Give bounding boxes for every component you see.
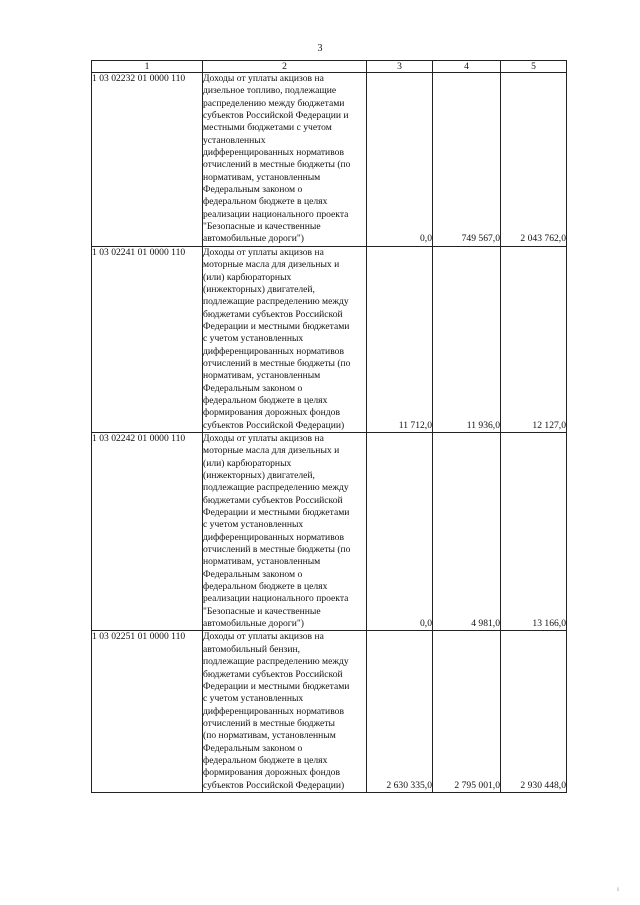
amount-col5-cell: 2 043 762,0 [501, 73, 567, 247]
description-line: распределению между бюджетами [203, 97, 345, 109]
description-line: отчислений в местные бюджеты (по [203, 159, 351, 171]
revenue-description-cell [203, 432, 367, 631]
description-line: Федеральным законом о [203, 568, 303, 580]
description-line: нормативам, установленным [203, 556, 321, 568]
description-line: подлежащие распределению между [203, 656, 349, 668]
description-line: формирования дорожных фондов [203, 767, 340, 779]
amount-col3-cell: 0,0 [367, 73, 433, 247]
description-line: нормативам, установленным [203, 171, 321, 183]
header-col-1: 1 [92, 61, 203, 73]
description-line: дифференцированных нормативов [203, 345, 344, 357]
description-line: с учетом установленных [203, 333, 304, 345]
table-body [92, 73, 567, 793]
description-line: с учетом установленных [203, 693, 304, 705]
description-line: бюджетами субъектов Российской [203, 668, 343, 680]
description-line: моторные масла для дизельных и [203, 259, 340, 271]
table-row [92, 246, 567, 432]
description-line: нормативам, установленным [203, 370, 321, 382]
header-col-4: 4 [433, 61, 501, 73]
description-line: установленных [203, 134, 266, 146]
description-line: "Безопасные и качественные [203, 221, 321, 233]
description-line: дифференцированных нормативов [203, 147, 344, 159]
page-number: 3 [317, 43, 323, 54]
description-line: Федеральным законом о [203, 742, 303, 754]
description-line: Доходы от уплаты акцизов на [203, 246, 324, 258]
table-row [92, 73, 567, 247]
description-line: федеральном бюджете в целях [203, 394, 328, 406]
description-line: Федеральным законом о [203, 382, 303, 394]
description-line: Федеральным законом о [203, 184, 303, 196]
header-col-2: 2 [203, 61, 367, 73]
table-row [92, 432, 567, 631]
amount-col3-cell: 0,0 [367, 432, 433, 631]
revenue-code-cell: 1 03 02251 01 0000 110 [92, 631, 203, 792]
description-line: федеральном бюджете в целях [203, 754, 328, 766]
description-line: (или) карбюраторных [203, 271, 292, 283]
revenue-description-cell [203, 73, 367, 247]
description-line: федеральном бюджете в целях [203, 581, 328, 593]
amount-col3-cell: 2 630 335,0 [367, 631, 433, 792]
description-line: Доходы от уплаты акцизов на [203, 631, 324, 643]
description-line: "Безопасные и качественные [203, 605, 321, 617]
description-line: с учетом установленных [203, 519, 304, 531]
description-line: субъектов Российской Федерации) [203, 419, 345, 431]
revenue-code-cell: 1 03 02232 01 0000 110 [92, 73, 203, 247]
table-row [92, 631, 567, 792]
amount-col4-cell: 4 981,0 [433, 432, 501, 631]
description-line: (по нормативам, установленным [203, 730, 336, 742]
description-line: (инжекторных) двигателей, [203, 470, 315, 481]
description-line: Доходы от уплаты акцизов на [203, 73, 324, 84]
description-line: автомобильный бензин, [203, 643, 300, 655]
description-line: реализации национального проекта [203, 593, 349, 605]
revenue-code-cell: 1 03 02241 01 0000 110 [92, 246, 203, 432]
amount-col4-cell: 11 936,0 [433, 246, 501, 432]
revenue-code-cell: 1 03 02242 01 0000 110 [92, 432, 203, 631]
description-line: автомобильные дороги") [203, 618, 304, 630]
description-line: формирования дорожных фондов [203, 407, 340, 419]
description-line: Федерации и местными бюджетами [203, 507, 350, 519]
description-line: автомобильные дороги") [203, 233, 304, 245]
description-line: (или) карбюраторных [203, 457, 292, 469]
description-line: Федерации и местными бюджетами [203, 680, 350, 692]
margin-mark: ı [617, 885, 619, 893]
description-line: дифференцированных нормативов [203, 531, 344, 543]
description-line: дизельное топливо, подлежащие [203, 85, 337, 97]
table-header [92, 61, 567, 73]
description-line: бюджетами субъектов Российской [203, 308, 343, 320]
description-line: местными бюджетами с учетом [203, 122, 332, 134]
description-line: отчислений в местные бюджеты (по [203, 544, 351, 556]
header-col-3: 3 [367, 61, 433, 73]
header-row [92, 61, 567, 73]
description-line: подлежащие распределению между [203, 482, 349, 494]
description-line: федеральном бюджете в целях [203, 196, 328, 208]
amount-col4-cell: 2 795 001,0 [433, 631, 501, 792]
description-line: Федерации и местными бюджетами [203, 320, 350, 332]
amount-col5-cell: 12 127,0 [501, 246, 567, 432]
description-line: моторные масла для дизельных и [203, 445, 340, 457]
description-line: отчислений в местные бюджеты (по [203, 357, 351, 369]
header-col-5: 5 [501, 61, 567, 73]
budget-revenue-table [91, 60, 567, 793]
description-line: субъектов Российской Федерации и [203, 110, 349, 122]
revenue-description-cell [203, 631, 367, 792]
description-line: бюджетами субъектов Российской [203, 494, 343, 506]
description-line: (инжекторных) двигателей, [203, 283, 315, 295]
description-line: отчислений в местные бюджеты [203, 717, 335, 729]
description-line: подлежащие распределению между [203, 296, 349, 308]
description-line: реализации национального проекта [203, 208, 349, 220]
amount-col3-cell: 11 712,0 [367, 246, 433, 432]
amount-col5-cell: 2 930 448,0 [501, 631, 567, 792]
revenue-description-cell [203, 246, 367, 432]
description-line: дифференцированных нормативов [203, 705, 344, 717]
description-line: Доходы от уплаты акцизов на [203, 432, 324, 444]
amount-col5-cell: 13 166,0 [501, 432, 567, 631]
amount-col4-cell: 749 567,0 [433, 73, 501, 247]
description-line: субъектов Российской Федерации) [203, 779, 345, 791]
